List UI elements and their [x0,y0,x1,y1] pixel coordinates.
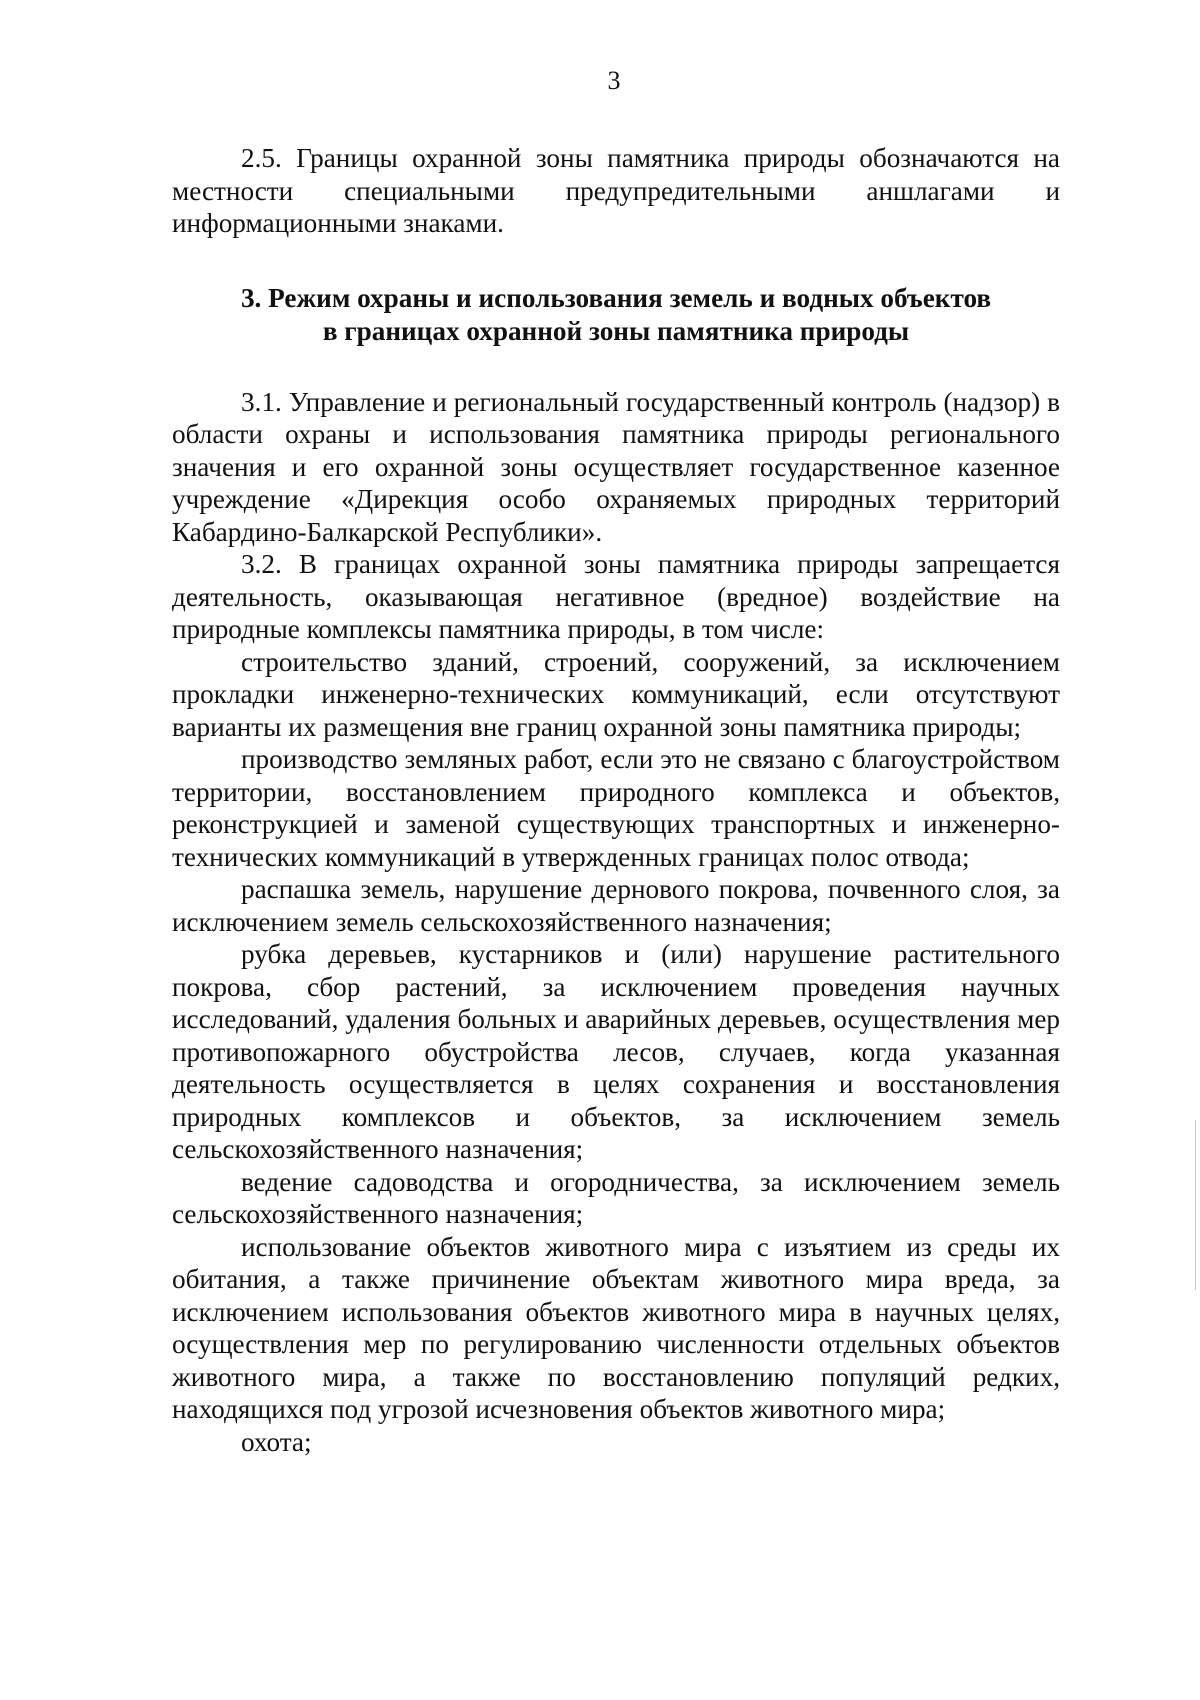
section-heading [172,282,1060,348]
scan-edge-line [1195,1120,1196,1290]
list-item-ploughing: распашка земель, нарушение дернового покрова, почвенного слоя, за исключением земель сельскохозяйственного назначения; [172,874,1060,937]
paragraph-2-5: 2.5. Границы охранной зоны памятника природы обозначаются на местности специальными предупредительными аншлагами и информационными знаками. [172,143,1060,238]
section-heading-line-1: 3. Режим охраны и использования земель и водных объектов [240,282,992,313]
list-item-wildlife-use: использование объектов животного мира с изъятием из среды их обитания, а также причинение объектам животного мира вреда, за исключением использования объектов животного мира в научных целях, осуществления мер по регулированию численности отдельных объектов животного мира, а также по восстановлению популяций редких, находящихся под угрозой исчезновения объектов животного мира; [172,1231,1060,1424]
section-heading-line-2: в границах охранной зоны памятника природы [322,315,910,346]
paragraph-3-2: 3.2. В границах охранной зоны памятника природы запрещается деятельность, оказывающая негативное (вредное) воздействие на природные комплексы памятника природы, в том числе: [172,549,1060,644]
list-item-gardening: ведение садоводства и огородничества, за исключением земель сельскохозяйственного назначения; [172,1166,1060,1229]
list-item-construction: строительство зданий, строений, сооружений, за исключением прокладки инженерно-технических коммуникаций, если отсутствуют варианты их размещения вне границ охранной зоны памятника природы; [172,646,1060,742]
page-number: 3 [607,66,621,95]
list-item-tree-felling: рубка деревьев, кустарников и (или) нарушение растительного покрова, сбор растений, за исключением проведения научных исследований, удаления больных и аварийных деревьев, осуществления мер противопожарного обустройства лесов, случаев, когда указанная деятельность осуществляется в целях сохранения и восстановления природных комплексов и объектов, за исключением земель сельскохозяйственного назначения; [172,939,1060,1164]
paragraph-3-1: 3.1. Управление и региональный государственный контроль (надзор) в области охраны и использования памятника природы регионального значения и его охранной зоны осуществляет государственное казенное учреждение «Дирекция особо охраняемых природных территорий Кабардино-Балкарской Республики». [172,386,1060,547]
list-item-earthworks: производство земляных работ, если это не связано с благоустройством территории, восстановлением природного комплекса и объектов, реконструкцией и заменой существующих транспортных и инженерно-технических коммуникаций в утвержденных границах полос отвода; [172,744,1060,872]
list-item-hunting: охота; [241,1426,312,1457]
document-body [172,142,1060,1458]
